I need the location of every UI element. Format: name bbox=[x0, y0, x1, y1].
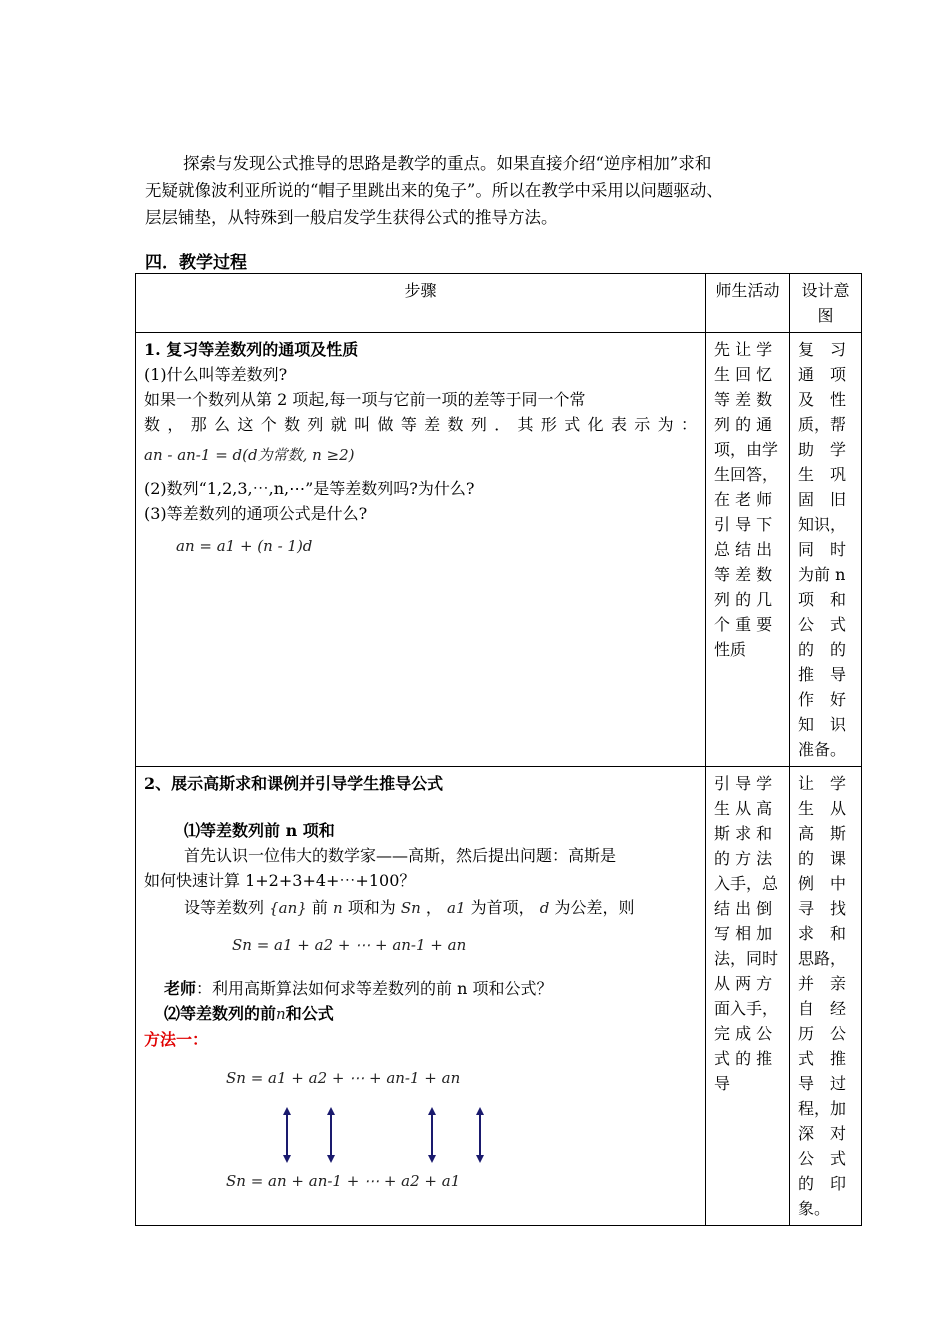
intent-line: 通 项 bbox=[798, 365, 847, 384]
intent-line: 及 性 bbox=[798, 390, 847, 409]
text-span: 前 bbox=[311, 898, 328, 917]
intent-line: 思路， bbox=[798, 949, 847, 968]
activity-cell bbox=[706, 767, 790, 1226]
intent-line: 的 课 bbox=[798, 849, 847, 868]
intent-line: 同 时 bbox=[798, 540, 847, 559]
n-symbol: n bbox=[276, 1005, 286, 1023]
teacher-question-text: ：利用高斯算法如何求等差数列的前 n 项和公式？ bbox=[196, 979, 553, 998]
intent-line: 程，加 bbox=[798, 1099, 847, 1118]
double-arrow-icon bbox=[282, 1107, 292, 1163]
intent-line: 的 印 bbox=[798, 1174, 847, 1193]
activity-line: 等 差 数 bbox=[714, 565, 773, 584]
activity-line: 的 方 法 bbox=[714, 849, 773, 868]
definition-text: 数，那么这个数列就叫做等差数列．其形式化表示为： bbox=[144, 415, 697, 434]
intro-line: 探索与发现公式推导的思路是教学的重点。如果直接介绍“逆序相加”求和 bbox=[183, 154, 712, 173]
activity-line: 式 的 推 bbox=[714, 1049, 773, 1068]
intent-line: 象。 bbox=[798, 1199, 831, 1218]
text-span: 设等差数列 bbox=[184, 898, 265, 917]
intent-line: 求 和 bbox=[798, 924, 847, 943]
paragraph-text: 首先认识一位伟大的数学家——高斯，然后提出问题：高斯是 bbox=[184, 846, 617, 865]
subsection-text: ⑵等差数列的前 bbox=[164, 1004, 277, 1023]
double-arrow-icon bbox=[427, 1107, 437, 1163]
activity-line: 引 导 下 bbox=[714, 515, 773, 534]
activity-line: 导 bbox=[714, 1074, 731, 1093]
table-row bbox=[136, 767, 862, 1226]
intent-line: 式 推 bbox=[798, 1049, 847, 1068]
d-symbol: d bbox=[539, 899, 550, 917]
formula: Sn = a1 + a2 + ⋯ + an-1 + an bbox=[232, 936, 467, 954]
activity-line: 总 结 出 bbox=[714, 540, 773, 559]
paragraph-text bbox=[144, 895, 697, 921]
method-one-label: 方法一： bbox=[144, 1030, 209, 1049]
intent-line: 复 习 bbox=[798, 340, 847, 359]
double-arrow-icon bbox=[326, 1107, 336, 1163]
subsection-title bbox=[144, 1001, 697, 1027]
header-steps: 步骤 bbox=[136, 274, 706, 333]
intent-line: 生 从 bbox=[798, 799, 847, 818]
intent-line: 知 识 bbox=[798, 715, 847, 734]
question-text: (2)数列“1,2,3,⋯,n,⋯”是等差数列吗?为什么? bbox=[144, 479, 475, 498]
sn-symbol: Sn bbox=[400, 899, 421, 917]
header-activity: 师生活动 bbox=[706, 274, 790, 333]
intent-line: 并 亲 bbox=[798, 974, 847, 993]
activity-cell bbox=[706, 333, 790, 767]
intro-line: 无疑就像波利亚所说的“帽子里跳出来的兔子”。所以在教学中采用以问题驱动、 bbox=[145, 181, 723, 200]
intent-line: 导 过 bbox=[798, 1074, 847, 1093]
subsection-title: ⑴等差数列前 n 项和 bbox=[184, 821, 335, 840]
intent-line: 项 和 bbox=[798, 590, 847, 609]
activity-line: 生 回 忆 bbox=[714, 365, 773, 384]
intent-line: 例 中 bbox=[798, 874, 847, 893]
intent-cell bbox=[790, 333, 862, 767]
activity-line: 入手，总 bbox=[714, 874, 779, 893]
table-row bbox=[136, 333, 862, 767]
activity-line: 生回答， bbox=[714, 465, 779, 484]
step-title: 1. 复习等差数列的通项及性质 bbox=[144, 340, 359, 359]
formula: an - an-1 = d(d为常数, n ≥2) bbox=[144, 446, 355, 464]
paragraph-text: 如何快速计算 1+2+3+4+⋯+100？ bbox=[144, 871, 416, 890]
activity-line: 引 导 学 bbox=[714, 774, 773, 793]
sequence-symbol: {an} bbox=[269, 899, 307, 917]
activity-line: 结 出 倒 bbox=[714, 899, 773, 918]
intent-line: 历 公 bbox=[798, 1024, 847, 1043]
teaching-process-table bbox=[135, 273, 862, 1226]
formula: Sn = a1 + a2 + ⋯ + an-1 + an bbox=[226, 1069, 461, 1087]
intent-line: 自 经 bbox=[798, 999, 847, 1018]
intent-line: 作 好 bbox=[798, 690, 847, 709]
activity-line: 先 让 学 bbox=[714, 340, 773, 359]
intent-line: 生 巩 bbox=[798, 465, 847, 484]
intent-line: 知识， bbox=[798, 515, 847, 534]
intent-line: 公 式 bbox=[798, 1149, 847, 1168]
intro-paragraph bbox=[145, 150, 825, 231]
intent-line: 推 导 bbox=[798, 665, 847, 684]
activity-line: 面入手， bbox=[714, 999, 779, 1018]
intent-line: 为前 n bbox=[798, 565, 846, 584]
n-symbol: n bbox=[333, 899, 343, 917]
activity-line: 生 从 高 bbox=[714, 799, 773, 818]
subsection-text: 和公式 bbox=[285, 1004, 334, 1023]
intent-line: 的 的 bbox=[798, 640, 847, 659]
intent-line: 寻 找 bbox=[798, 899, 847, 918]
step-cell bbox=[136, 767, 706, 1226]
activity-line: 列 的 几 bbox=[714, 590, 773, 609]
double-arrow-icon bbox=[475, 1107, 485, 1163]
activity-line: 等 差 数 bbox=[714, 390, 773, 409]
activity-line: 在 老 师 bbox=[714, 490, 773, 509]
activity-line: 列 的 通 bbox=[714, 415, 773, 434]
text-span: ， bbox=[425, 898, 442, 917]
teacher-label: 老师 bbox=[164, 979, 197, 998]
intent-line: 高 斯 bbox=[798, 824, 847, 843]
activity-line: 法，同时 bbox=[714, 949, 779, 968]
intent-line: 深 对 bbox=[798, 1124, 847, 1143]
text-span: 为首项， bbox=[470, 898, 535, 917]
table-header-row bbox=[136, 274, 862, 333]
activity-line: 完 成 公 bbox=[714, 1024, 773, 1043]
intro-line: 层层铺垫，从特殊到一般启发学生获得公式的推导方法。 bbox=[145, 208, 558, 227]
intent-line: 公 式 bbox=[798, 615, 847, 634]
definition-text: 如果一个数列从第 2 项起,每一项与它前一项的差等于同一个常 bbox=[144, 390, 586, 409]
activity-line: 从 两 方 bbox=[714, 974, 773, 993]
text-span: 为公差，则 bbox=[554, 898, 635, 917]
formula: an = a1 + (n - 1)d bbox=[176, 537, 313, 555]
activity-line: 写 相 加 bbox=[714, 924, 773, 943]
activity-line: 斯 求 和 bbox=[714, 824, 773, 843]
intent-line: 固 旧 bbox=[798, 490, 847, 509]
reverse-add-arrows bbox=[274, 1107, 697, 1169]
intent-cell bbox=[790, 767, 862, 1226]
teacher-question bbox=[144, 976, 697, 1001]
intent-line: 质，帮 bbox=[798, 415, 847, 434]
activity-line: 性质 bbox=[714, 640, 747, 659]
step-cell bbox=[136, 333, 706, 767]
section-heading: 四．教学过程 bbox=[145, 253, 247, 273]
activity-line: 个 重 要 bbox=[714, 615, 773, 634]
question-text: (1)什么叫等差数列? bbox=[144, 365, 288, 384]
step-title: 2、展示高斯求和课例并引导学生推导公式 bbox=[144, 774, 444, 793]
header-intent: 设计意图 bbox=[790, 274, 862, 333]
intent-line: 助 学 bbox=[798, 440, 847, 459]
question-text: (3)等差数列的通项公式是什么? bbox=[144, 504, 368, 523]
formula: Sn = an + an-1 + ⋯ + a2 + a1 bbox=[226, 1172, 461, 1190]
a1-symbol: a1 bbox=[447, 899, 466, 917]
text-span: 项和为 bbox=[347, 898, 396, 917]
activity-line: 项，由学 bbox=[714, 440, 779, 459]
intent-line: 准备。 bbox=[798, 740, 847, 759]
intent-line: 让 学 bbox=[798, 774, 847, 793]
